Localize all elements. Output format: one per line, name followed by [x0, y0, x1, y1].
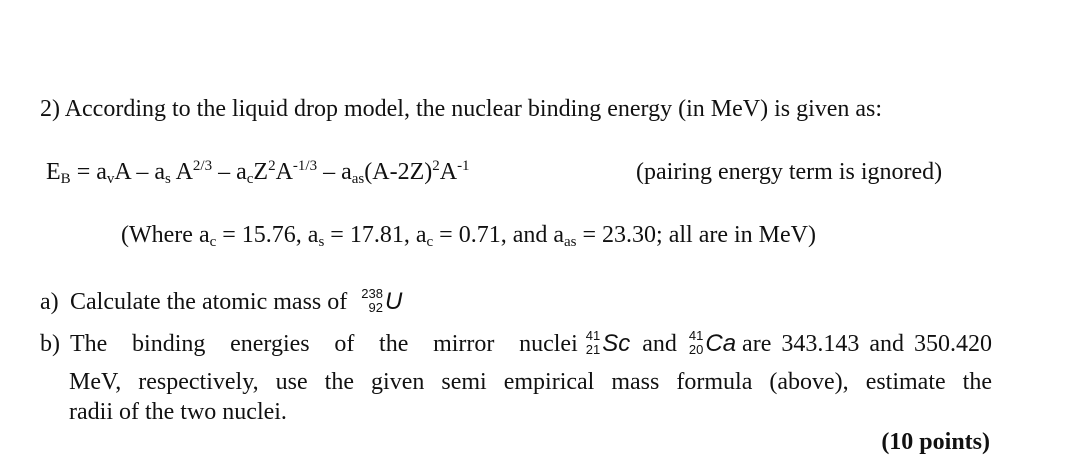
- sc-symbol: Sc: [602, 330, 631, 357]
- formula-t8: (A-2Z): [364, 159, 433, 185]
- formula-t9-sup: -1: [457, 158, 470, 174]
- formula-eb: E: [46, 159, 61, 185]
- question-intro: [40, 95, 882, 123]
- part-a: [40, 288, 402, 317]
- constants-c4: = 0.71, and a: [433, 222, 564, 248]
- formula-t3-sup: 2/3: [192, 158, 213, 174]
- formula-t4-sub: c: [246, 170, 254, 187]
- formula-t4: – a: [212, 159, 247, 185]
- part-b-and: and: [642, 331, 677, 357]
- part-b-label: b): [40, 331, 60, 357]
- question-number: 2): [40, 96, 60, 122]
- iso-mass: 238: [361, 286, 383, 302]
- part-a-text: Calculate the atomic mass of: [70, 289, 348, 315]
- constants-c3: = 17.81, a: [324, 222, 427, 248]
- formula-t8-sup: 2: [432, 158, 440, 174]
- formula-t7: – a: [317, 159, 352, 185]
- constants-c2: = 15.76, a: [216, 222, 319, 248]
- pairing-note: (pairing energy term is ignored): [636, 159, 943, 185]
- points-label: (10 points): [881, 429, 990, 455]
- calcium-isotope: [689, 330, 736, 359]
- ca-mass: 41: [688, 328, 704, 344]
- constants-c5: = 23.30; all are in MeV): [576, 222, 816, 248]
- scandium-isotope: [586, 330, 630, 359]
- constants-c1: (Where a: [121, 222, 210, 248]
- part-b-line2: MeV, respectively, use the given semi empirical mass formula (above), estimate the: [69, 369, 992, 395]
- part-b-line3: radii of the two nuclei.: [69, 399, 287, 425]
- sc-z: 21: [585, 342, 601, 358]
- formula-t1-sub: v: [106, 170, 115, 187]
- constants-c4-sub: as: [564, 233, 577, 250]
- formula-t5-sup: 2: [268, 158, 276, 174]
- formula-t3: A: [170, 159, 193, 185]
- formula-t1: = a: [70, 159, 107, 185]
- part-a-label: a): [40, 289, 59, 315]
- sc-mass: 41: [585, 328, 601, 344]
- constants-c3-sub: c: [426, 233, 434, 250]
- part-b-line1: [40, 330, 992, 359]
- formula-t6-sup: -1/3: [292, 158, 318, 174]
- constants-line: [121, 221, 816, 249]
- formula-t2-sub: s: [165, 170, 171, 187]
- formula-t2: A – a: [114, 159, 166, 185]
- formula-t9: A: [439, 159, 458, 185]
- part-b-text2: are 343.143 and 350.420: [742, 331, 992, 357]
- formula-t5: Z: [253, 159, 269, 185]
- uranium-isotope: [353, 288, 402, 317]
- constants-c1-sub: c: [209, 233, 217, 250]
- formula-t6: A: [275, 159, 293, 185]
- formula-t7-sub: as: [351, 170, 365, 187]
- binding-energy-formula: [46, 158, 470, 186]
- ca-symbol: Ca: [705, 330, 737, 357]
- part-b-text1: The binding energies of the mirror nuclei: [70, 331, 578, 357]
- question-intro-text: According to the liquid drop model, the nuclear binding energy (in MeV) is given as:: [64, 96, 883, 122]
- iso-z: 92: [368, 300, 383, 316]
- ca-z: 20: [688, 342, 704, 358]
- constants-c2-sub: s: [318, 233, 325, 250]
- iso-symbol: U: [384, 288, 403, 315]
- formula-eb-sub: B: [60, 170, 71, 187]
